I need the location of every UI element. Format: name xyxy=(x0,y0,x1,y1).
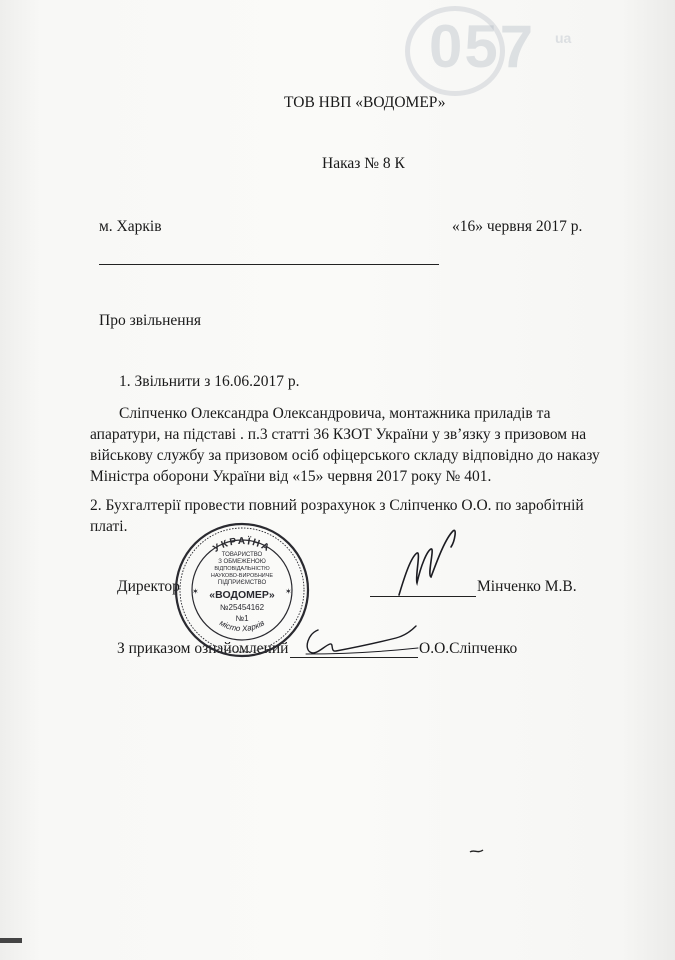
seal-star-icon: ✶ xyxy=(285,587,292,596)
seal-line: ПІДПРИЄМСТВО xyxy=(217,580,267,586)
seal-line: НАУКОВО-ВИРОБНИЧЕ xyxy=(210,573,274,579)
director-signature-icon xyxy=(395,525,465,603)
item1-line: Міністра оборони України від «15» червня 2017 року № 401. xyxy=(90,468,492,485)
item1-heading: 1. Звільнити з 16.06.2017 р. xyxy=(119,373,300,390)
order-title: Наказ № 8 К xyxy=(322,155,405,172)
director-name: Мінченко М.В. xyxy=(477,578,577,595)
director-label: Директор xyxy=(117,578,180,595)
edge-mark xyxy=(0,938,22,943)
seal-line: З ОБМЕЖЕНОЮ xyxy=(218,559,266,565)
place: м. Харків xyxy=(99,218,162,235)
item1-line: Сліпченко Олександра Олександровича, монтажника приладів та xyxy=(119,405,551,422)
item1-line: військову службу за призовом осіб офіцерського складу відповідно до наказу xyxy=(90,447,600,464)
header-divider xyxy=(99,264,439,265)
seal-code: №25454162 xyxy=(219,603,265,612)
seal-star-icon: ✶ xyxy=(192,587,199,596)
acknowledge-label: З приказом ознайомлений xyxy=(117,640,289,657)
item2-line: 2. Бухгалтерії провести повний розрахунок з Сліпченко О.О. по заробітній xyxy=(90,497,584,514)
watermark-number: 057 xyxy=(429,13,536,80)
seal-city: місто Харків xyxy=(218,618,266,634)
seal-line: ТОВАРИСТВО xyxy=(221,552,263,558)
seal-company: «ВОДОМЕР» xyxy=(209,589,275,601)
company-seal xyxy=(172,520,312,660)
seal-line: ВІДПОВІДАЛЬНІСТЮ xyxy=(214,566,270,572)
watermark-city: ua xyxy=(555,30,572,46)
acknowledge-name: О.О.Сліпченко xyxy=(419,640,518,657)
stray-mark-icon xyxy=(468,846,486,856)
subject: Про звільнення xyxy=(99,312,202,329)
employee-signature-icon xyxy=(300,618,430,662)
seal-number: №1 xyxy=(235,614,249,623)
item1-line: апаратури, на підставі . п.3 статті 36 КЗОТ України у зв’язку з призовом на xyxy=(90,426,587,443)
order-date: «16» червня 2017 р. xyxy=(452,218,583,235)
watermark-logo xyxy=(405,6,657,90)
seal-country: УКРАЇНА xyxy=(211,535,273,555)
company-name: ТОВ НВП «ВОДОМЕР» xyxy=(284,94,446,111)
item2-line: платі. xyxy=(90,518,128,535)
